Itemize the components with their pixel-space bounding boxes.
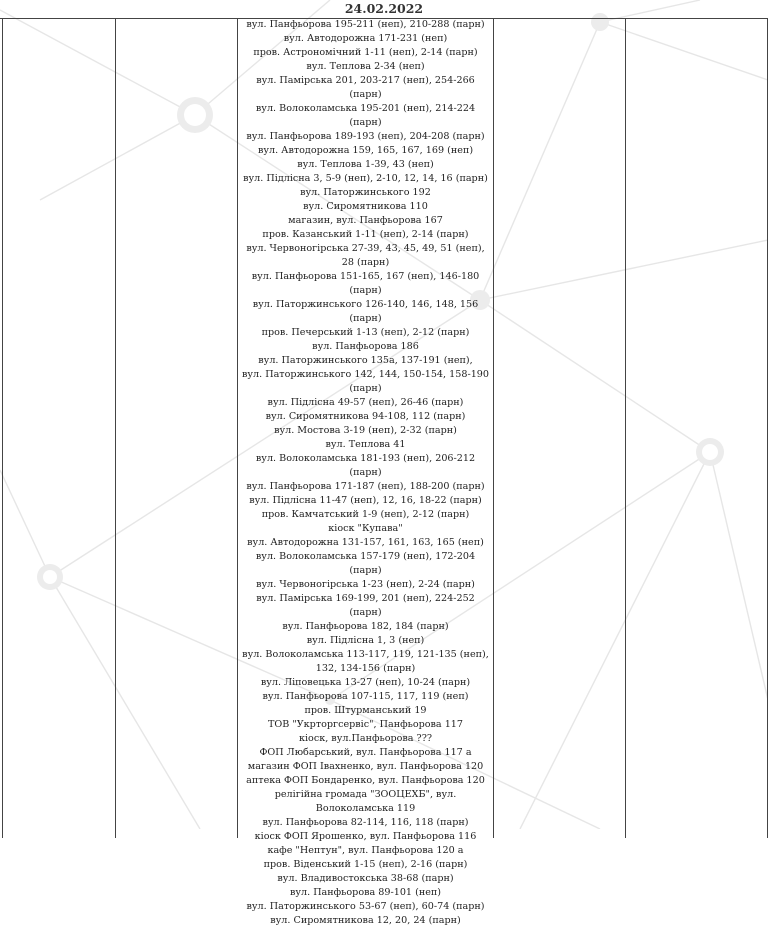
address-item: вул. Волоколамська 195-201 (неп), 214-224 (парн) [255, 103, 476, 128]
address-item: вул. Підлісна 49-57 (неп), 26-46 (парн) [267, 397, 464, 408]
address-item: вул. Панфьорова 182, 184 (парн) [282, 621, 449, 632]
address-item: вул. Волоколамська 113-117, 119, 121-135 (неп), 132, 134-156 (парн) [242, 649, 489, 674]
address-item: вул. Панфьорова 189-193 (неп), 204-208 (парн) [246, 131, 485, 142]
address-item: вул. Панфьорова 195-211 (неп), 210-288 (парн) [246, 19, 485, 30]
address-item: вул. Автодорожна 171-231 (неп) [283, 33, 448, 44]
addresses-column [238, 18, 494, 926]
address-item: вул. Паторжинського 135а, 137-191 (неп), [258, 355, 473, 366]
table-column-1 [3, 18, 116, 838]
address-item: аптека ФОП Бондаренко, вул. Панфьорова 120 [246, 775, 485, 786]
address-item: ФОП Любарський, вул. Панфьорова 117 а [259, 747, 472, 758]
address-item: вул. Панфьорова 171-187 (неп), 188-200 (парн) [246, 481, 485, 492]
address-item: вул. Волоколамська 157-179 (неп), 172-204 (парн) [255, 551, 476, 576]
address-item: вул. Сиромятникова 94-108, 112 (парн) [265, 411, 466, 422]
address-item: вул. Мостова 3-19 (неп), 2-32 (парн) [274, 425, 457, 436]
address-item: кіоск ФОП Ярошенко, вул. Панфьорова 116 [254, 831, 477, 842]
address-item: вул. Теплова 1-39, 43 (неп) [297, 159, 434, 170]
address-item: вул. Панфьорова 82-114, 116, 118 (парн) [262, 817, 469, 828]
address-item: пров. Печерський 1-13 (неп), 2-12 (парн) [261, 327, 470, 338]
address-item: вул. Паторжинського 142, 144, 150-154, 158-190 (парн) [241, 369, 490, 394]
address-item: вул. Теплова 41 [325, 439, 406, 450]
address-item: вул. Сиромятникова 110 [303, 201, 428, 212]
address-list [238, 18, 493, 928]
table-column-4 [494, 18, 626, 838]
address-item: вул. Панфьорова 186 [312, 341, 419, 352]
address-item: пров. Камчатський 1-9 (неп), 2-12 (парн) [261, 509, 470, 520]
address-item: вул. Червоногірська 27-39, 43, 45, 49, 51 (неп), 28 (парн) [246, 243, 485, 268]
date-header: 24.02.2022 [0, 0, 768, 19]
address-item: вул. Теплова 2-34 (неп) [306, 61, 425, 72]
address-item: вул. Паторжинського 126-140, 146, 148, 156 (парн) [252, 299, 479, 324]
address-item: вул. Памірська 169-199, 201 (неп), 224-252 (парн) [256, 593, 475, 618]
address-item: вул. Паторжинського 192 [300, 187, 431, 198]
address-item: вул. Автодорожна 131-157, 161, 163, 165 (неп) [247, 537, 484, 548]
address-item: вул. Підлісна 11-47 (неп), 12, 16, 18-22 (парн) [249, 495, 482, 506]
address-item: кіоск "Купава" [328, 523, 403, 534]
address-item: кіоск, вул.Панфьорова ??? [298, 733, 432, 744]
address-item: вул. Автодорожна 159, 165, 167, 169 (неп) [257, 145, 474, 156]
table-column-5 [626, 18, 767, 838]
address-item: пров. Казанський 1-11 (неп), 2-14 (парн) [262, 229, 469, 240]
address-item: вул. Підлісна 3, 5-9 (неп), 2-10, 12, 14, 16 (парн) [243, 173, 488, 184]
address-item: пров. Віденський 1-15 (неп), 2-16 (парн) [263, 859, 468, 870]
address-item: вул. Ліповецька 13-27 (неп), 10-24 (парн) [260, 677, 471, 688]
address-item: магазин ФОП Івахненко, вул. Панфьорова 120 [247, 761, 484, 772]
address-item: ТОВ "Укрторгсервіс", Панфьорова 117 [267, 719, 464, 730]
address-item: магазин, вул. Панфьорова 167 [288, 215, 443, 226]
address-item: вул. Підлісна 1, 3 (неп) [306, 635, 425, 646]
address-item: релігійна громада "ЗООЦЕХБ", вул. Волоколамська 119 [274, 789, 457, 814]
address-item: кафе "Нептун", вул. Панфьорова 120 а [267, 845, 464, 856]
address-item: вул. Памірська 201, 203-217 (неп), 254-266 (парн) [256, 75, 475, 100]
address-item: вул. Панфьорова 107-115, 117, 119 (неп) [262, 691, 469, 702]
address-item: вул. Волоколамська 181-193 (неп), 206-212 (парн) [255, 453, 476, 478]
address-item: вул. Сиромятникова 12, 20, 24 (парн) [270, 915, 461, 926]
address-item: пров. Штурманський 19 [304, 705, 427, 716]
schedule-table [2, 18, 768, 926]
table-column-2 [116, 18, 238, 838]
address-item: пров. Астрономічний 1-11 (неп), 2-14 (парн) [253, 47, 478, 58]
address-item: вул. Червоногірська 1-23 (неп), 2-24 (парн) [256, 579, 475, 590]
address-item: вул. Панфьорова 151-165, 167 (неп), 146-180 (парн) [251, 271, 480, 296]
address-item: вул. Паторжинського 53-67 (неп), 60-74 (парн) [246, 901, 485, 912]
address-item: вул. Владивостокська 38-68 (парн) [277, 873, 454, 884]
address-item: вул. Панфьорова 89-101 (неп) [289, 887, 442, 898]
